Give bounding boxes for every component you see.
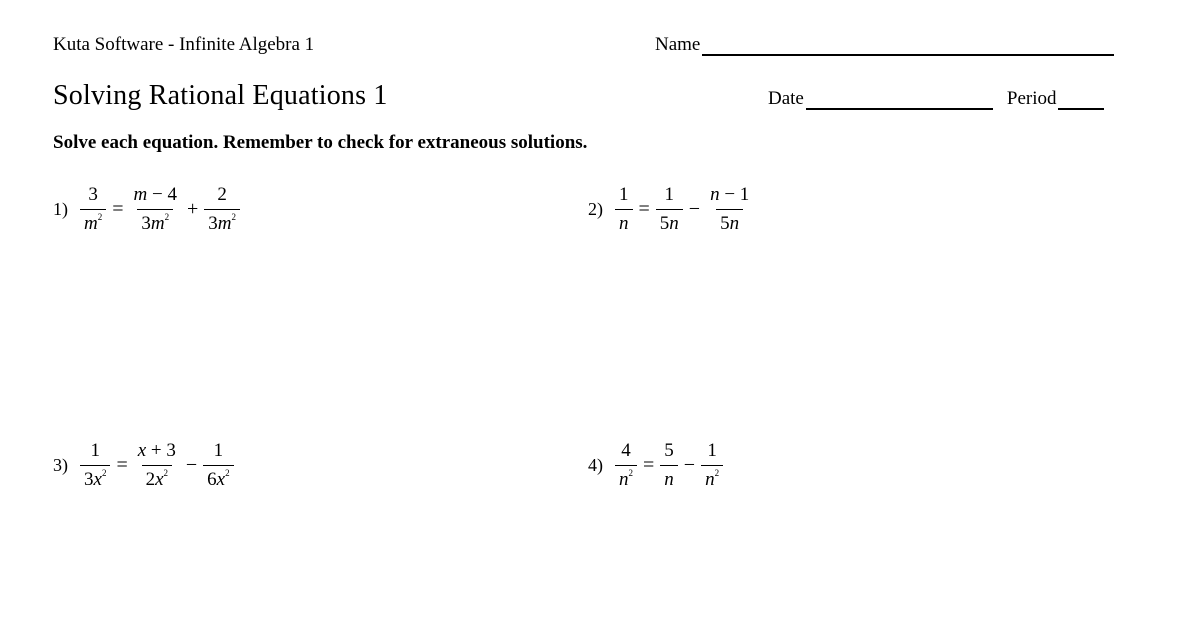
operator: − [185, 454, 198, 476]
operator: − [688, 198, 701, 220]
problem-number: 1) [53, 199, 68, 219]
date-label: Date [768, 88, 804, 109]
term-1-fraction: $\frac{5}{n}$ [660, 440, 678, 491]
instructions: Solve each equation. Remember to check for extraneous solutions. [53, 132, 588, 153]
period-blank[interactable] [1058, 88, 1104, 110]
operator: + [186, 198, 199, 220]
term-2-fraction: $\frac{1}{n^2}$ [701, 440, 723, 491]
term-1-fraction: $\frac{1}{5n}$ [656, 184, 683, 235]
lhs-fraction: $\frac{3}{m^2}$ [80, 184, 106, 235]
problem-number: 2) [588, 199, 603, 219]
problem-3 [53, 440, 236, 491]
equals-sign: = [112, 198, 124, 220]
problem-4 [588, 440, 725, 491]
problem-1 [53, 184, 242, 235]
term-2-fraction: $\frac{1}{6x^2}$ [203, 440, 233, 491]
software-header: Kuta Software - Infinite Algebra 1 [53, 34, 315, 55]
equals-sign: = [643, 454, 655, 476]
term-1-fraction: $\frac{m - 4}{3m^2}$ [133, 184, 177, 234]
lhs-fraction: $\frac{4}{n^2}$ [615, 440, 637, 491]
name-field [655, 34, 1114, 56]
period-label: Period [1006, 88, 1057, 109]
lhs-fraction: $\frac{1}{3x^2}$ [80, 440, 110, 491]
lhs-fraction: $\frac{1}{n}$ [615, 184, 633, 235]
worksheet-title: Solving Rational Equations 1 [53, 80, 388, 111]
date-period-field [768, 88, 1104, 110]
problem-2 [588, 184, 755, 235]
name-label: Name [655, 34, 701, 55]
problem-number: 4) [588, 455, 603, 475]
term-2-fraction: $\frac{n - 1}{5n}$ [710, 184, 750, 234]
term-1-fraction: $\frac{x + 3}{2x^2}$ [137, 440, 176, 490]
equals-sign: = [638, 198, 650, 220]
equals-sign: = [116, 454, 128, 476]
term-2-fraction: $\frac{2}{3m^2}$ [204, 184, 240, 235]
name-blank[interactable] [702, 34, 1114, 56]
date-blank[interactable] [806, 88, 993, 110]
operator: − [683, 454, 696, 476]
problem-number: 3) [53, 455, 68, 475]
